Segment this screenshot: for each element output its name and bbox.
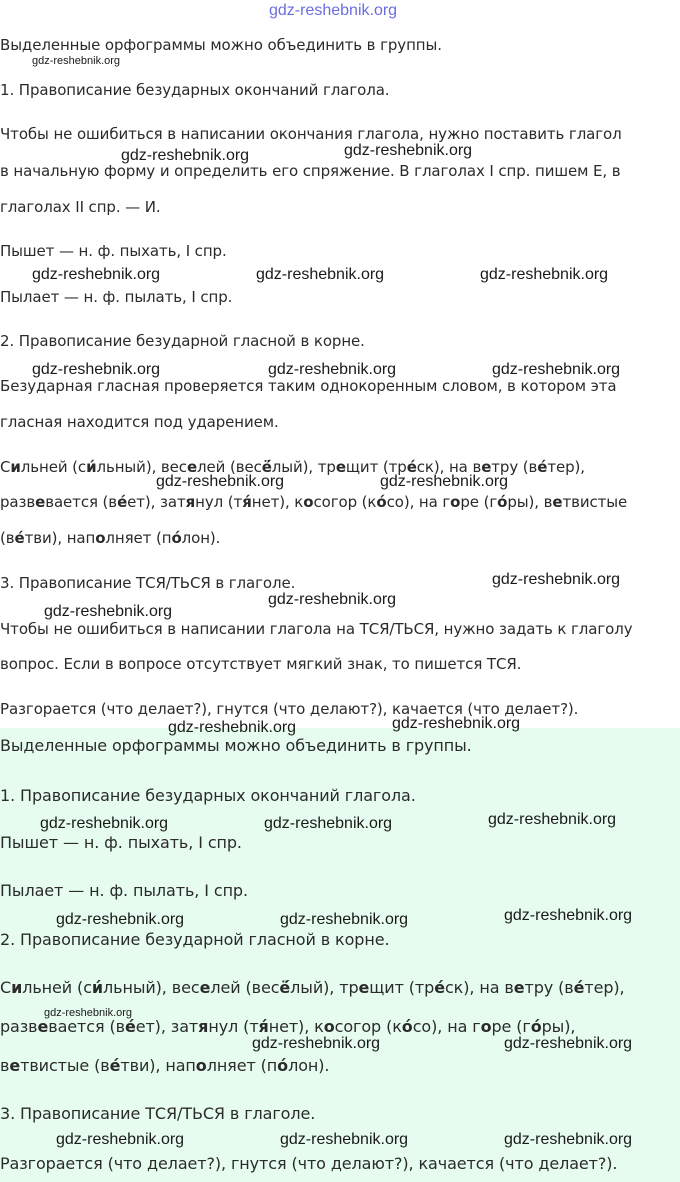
watermark: gdz-reshebnik.org xyxy=(264,815,393,832)
watermark: gdz-reshebnik.org xyxy=(32,55,121,67)
section-3-example: Разгорается (что делает?), гнутся (что делают?), качается (что делает?). xyxy=(0,700,579,718)
watermark: gdz-reshebnik.org xyxy=(488,811,617,828)
section-3-rule-line-1: Чтобы не ошибиться в написании глагола на ТСЯ/ТЬСЯ, нужно задать к глаголу xyxy=(0,620,633,638)
answer-section-2-examples-line-2: развевается (ве́ет), затянул (тя́нет), косогор (ко́со), на горе (го́ры), xyxy=(0,1017,576,1036)
answer-section-2-examples-line-3: ветвистые (ве́тви), наполняет (по́лон). xyxy=(0,1056,330,1075)
answer-section-1-title: 1. Правописание безударных окончаний глагола. xyxy=(0,786,416,805)
answer-section-3-title: 3. Правописание ТСЯ/ТЬСЯ в глаголе. xyxy=(0,1104,316,1123)
watermark: gdz-reshebnik.org xyxy=(268,591,397,608)
watermark: gdz-reshebnik.org xyxy=(480,266,609,283)
section-2-examples-line-2: развевается (ве́ет), затянул (тя́нет), косогор (ко́со), на горе (го́ры), ветвистые xyxy=(0,493,628,511)
watermark: gdz-reshebnik.org xyxy=(280,911,409,928)
section-2-examples-line-1: Сильней (си́льный), веселей (весё́лый), трещит (тре́ск), на ветру (ве́тер), xyxy=(0,458,585,476)
answer-section-1-example-2: Пылает — н. ф. пылать, I спр. xyxy=(0,881,248,900)
intro-text: Выделенные орфограммы можно объединить в группы. xyxy=(0,36,442,54)
section-1-rule-line-1: Чтобы не ошибиться в написании окончания глагола, нужно поставить глагол xyxy=(0,125,622,143)
watermark: gdz-reshebnik.org xyxy=(32,361,161,378)
watermark: gdz-reshebnik.org xyxy=(32,266,161,283)
section-2-rule-line-1: Безударная гласная проверяется таким однокоренным словом, в котором эта xyxy=(0,377,617,395)
section-1-rule-line-2: в начальную форму и определить его спряжение. В глаголах I спр. пишем Е, в xyxy=(0,162,621,180)
watermark: gdz-reshebnik.org xyxy=(344,142,473,159)
watermark: gdz-reshebnik.org xyxy=(504,1035,633,1052)
watermark: gdz-reshebnik.org xyxy=(492,361,621,378)
answer-section-3-example: Разгорается (что делает?), гнутся (что делают?), качается (что делает?). xyxy=(0,1154,618,1173)
watermark: gdz-reshebnik.org xyxy=(392,715,521,732)
watermark: gdz-reshebnik.org xyxy=(492,571,621,588)
section-1-title: 1. Правописание безударных окончаний глагола. xyxy=(0,81,390,99)
section-3-title: 3. Правописание ТСЯ/ТЬСЯ в глаголе. xyxy=(0,574,296,592)
answer-intro-text: Выделенные орфограммы можно объединить в группы. xyxy=(0,736,472,755)
answer-section-2-examples-line-1: Сильней (си́льный), веселей (весё́лый), трещит (тре́ск), на ветру (ве́тер), xyxy=(0,978,625,997)
watermark: gdz-reshebnik.org xyxy=(44,1007,133,1019)
watermark: gdz-reshebnik.org xyxy=(40,815,169,832)
answer-section-2-title: 2. Правописание безударной гласной в корне. xyxy=(0,930,390,949)
section-3-rule-line-2: вопрос. Если в вопросе отсутствует мягкий знак, то пишется ТСЯ. xyxy=(0,655,522,673)
watermark: gdz-reshebnik.org xyxy=(280,1131,409,1148)
watermark: gdz-reshebnik.org xyxy=(252,1035,381,1052)
watermark: gdz-reshebnik.org xyxy=(256,266,385,283)
watermark: gdz-reshebnik.org xyxy=(56,1131,185,1148)
watermark: gdz-reshebnik.org xyxy=(121,147,250,164)
answer-section-1-example-1: Пышет — н. ф. пыхать, I спр. xyxy=(0,833,242,852)
site-header-link[interactable]: gdz-reshebnik.org xyxy=(269,2,398,19)
watermark: gdz-reshebnik.org xyxy=(268,361,397,378)
section-2-title: 2. Правописание безударной гласной в корне. xyxy=(0,332,365,350)
watermark: gdz-reshebnik.org xyxy=(168,719,297,736)
section-2-rule-line-2: гласная находится под ударением. xyxy=(0,413,279,431)
watermark: gdz-reshebnik.org xyxy=(504,1131,633,1148)
watermark: gdz-reshebnik.org xyxy=(156,473,285,490)
section-2-examples-line-3: (ве́тви), наполняет (по́лон). xyxy=(0,529,221,547)
watermark: gdz-reshebnik.org xyxy=(504,907,633,924)
watermark: gdz-reshebnik.org xyxy=(44,603,173,620)
watermark: gdz-reshebnik.org xyxy=(380,473,509,490)
watermark: gdz-reshebnik.org xyxy=(56,911,185,928)
section-1-example-2: Пылает — н. ф. пылать, I спр. xyxy=(0,288,233,306)
section-1-example-1: Пышет — н. ф. пыхать, I спр. xyxy=(0,242,227,260)
section-1-rule-line-3: глаголах II спр. — И. xyxy=(0,198,161,216)
